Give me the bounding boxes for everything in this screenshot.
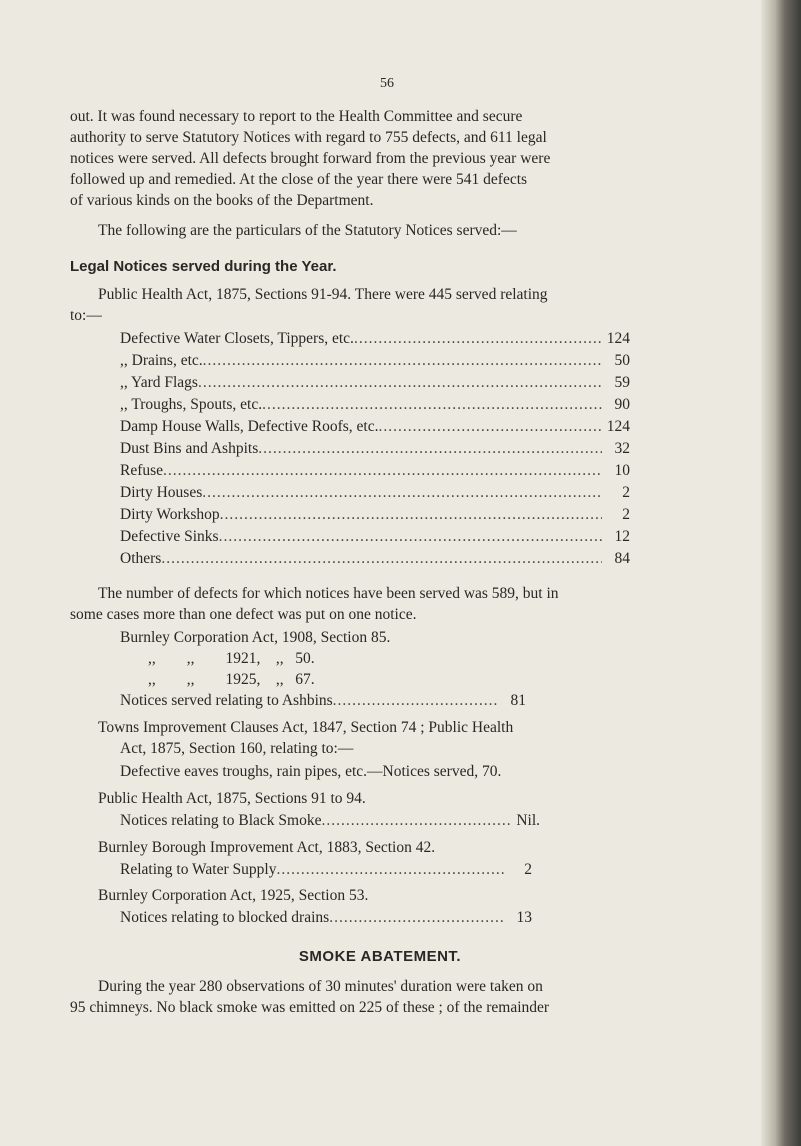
list-item bbox=[120, 372, 630, 393]
page-edge-shadow bbox=[761, 0, 801, 1146]
defect-label: Defective Sinks bbox=[120, 528, 219, 545]
defect-label: Damp House Walls, Defective Roofs, etc. bbox=[120, 418, 379, 435]
defect-label: Refuse bbox=[120, 462, 164, 479]
leader-dots bbox=[161, 548, 602, 569]
defect-label: ,, Troughs, Spouts, etc. bbox=[120, 396, 263, 413]
list-item bbox=[120, 690, 526, 711]
leader-dots bbox=[163, 460, 602, 481]
defect-value: 124 bbox=[606, 330, 630, 347]
leader-dots bbox=[276, 859, 504, 880]
defect-value: 50 bbox=[614, 352, 630, 369]
leader-dots bbox=[203, 350, 602, 371]
leader-dots bbox=[262, 394, 602, 415]
smoke-text-line: During the year 280 observations of 30 minutes' duration were taken on bbox=[98, 978, 543, 995]
list-item bbox=[120, 394, 630, 415]
defect-label: Others bbox=[120, 550, 162, 567]
list-item bbox=[120, 504, 630, 525]
defect-label: ,, Drains, etc. bbox=[120, 352, 203, 369]
burnley-corp-line: Burnley Corporation Act, 1908, Section 85. bbox=[120, 629, 391, 646]
corp-1925-line: Burnley Corporation Act, 1925, Section 53. bbox=[98, 887, 369, 904]
pha-intro-line: Public Health Act, 1875, Sections 91-94. There were 445 served relating bbox=[98, 286, 548, 303]
intro-line: authority to serve Statutory Notices with regard to 755 defects, and 611 legal bbox=[70, 129, 547, 146]
leader-dots bbox=[354, 328, 602, 349]
burnley-corp-line: ,, ,, 1925, ,, 67. bbox=[148, 671, 315, 688]
smoke-act-line: Public Health Act, 1875, Sections 91 to 94. bbox=[98, 790, 366, 807]
intro-line: followed up and remedied. At the close of the year there were 541 defects bbox=[70, 171, 528, 188]
list-item bbox=[120, 482, 630, 503]
intro-line: The following are the particulars of the Statutory Notices served:— bbox=[98, 222, 517, 239]
list-item bbox=[120, 328, 630, 349]
defects-note-line: The number of defects for which notices have been served was 589, but in bbox=[98, 585, 559, 602]
leader-dots bbox=[321, 810, 512, 831]
intro-line: out. It was found necessary to report to the Health Committee and secure bbox=[70, 108, 523, 125]
defect-value: 90 bbox=[614, 396, 630, 413]
smoke-abatement-heading: SMOKE ABATEMENT. bbox=[298, 948, 462, 965]
borough-improvement-line: Burnley Borough Improvement Act, 1883, Section 42. bbox=[98, 839, 436, 856]
defects-note-line: some cases more than one defect was put on one notice. bbox=[70, 606, 417, 623]
leader-dots bbox=[333, 690, 498, 711]
defect-value: 2 bbox=[622, 506, 630, 523]
leader-dots bbox=[219, 526, 602, 547]
list-item bbox=[120, 438, 630, 459]
water-supply-value: 2 bbox=[524, 861, 532, 878]
leader-dots bbox=[220, 504, 602, 525]
list-item bbox=[120, 460, 630, 481]
black-smoke-value: Nil. bbox=[516, 812, 540, 829]
leader-dots bbox=[329, 907, 504, 928]
towns-improvement-line: Defective eaves troughs, rain pipes, etc.—Notices served, 70. bbox=[120, 763, 502, 780]
pha-intro-line: to:— bbox=[70, 307, 102, 324]
black-smoke-label: Notices relating to Black Smoke bbox=[120, 812, 322, 829]
defect-label: Defective Water Closets, Tippers, etc. bbox=[120, 330, 354, 347]
defect-value: 124 bbox=[606, 418, 630, 435]
leader-dots bbox=[202, 482, 602, 503]
towns-improvement-line: Act, 1875, Section 160, relating to:— bbox=[120, 740, 354, 757]
defect-value: 2 bbox=[622, 484, 630, 501]
water-supply-label: Relating to Water Supply bbox=[120, 861, 277, 878]
defect-label: ,, Yard Flags bbox=[120, 374, 198, 391]
blocked-drains-label: Notices relating to blocked drains bbox=[120, 909, 330, 926]
list-item bbox=[120, 350, 630, 371]
ashbins-label: Notices served relating to Ashbins bbox=[120, 692, 333, 709]
burnley-corp-line: ,, ,, 1921, ,, 50. bbox=[148, 650, 315, 667]
defect-value: 32 bbox=[614, 440, 630, 457]
defect-value: 59 bbox=[614, 374, 630, 391]
list-item bbox=[120, 526, 630, 547]
list-item bbox=[120, 416, 630, 437]
legal-notices-heading: Legal Notices served during the Year. bbox=[70, 258, 337, 275]
defect-label: Dirty Houses bbox=[120, 484, 203, 501]
blocked-drains-value: 13 bbox=[516, 909, 532, 926]
defect-value: 10 bbox=[614, 462, 630, 479]
list-item bbox=[120, 548, 630, 569]
list-item bbox=[120, 907, 532, 928]
defect-label: Dirty Workshop bbox=[120, 506, 220, 523]
list-item bbox=[120, 810, 540, 831]
towns-improvement-line: Towns Improvement Clauses Act, 1847, Section 74 ; Public Health bbox=[98, 719, 514, 736]
leader-dots bbox=[258, 438, 602, 459]
defect-value: 84 bbox=[614, 550, 630, 567]
leader-dots bbox=[378, 416, 602, 437]
intro-line: notices were served. All defects brought forward from the previous year were bbox=[70, 150, 551, 167]
intro-line: of various kinds on the books of the Department. bbox=[70, 192, 374, 209]
defect-value: 12 bbox=[614, 528, 630, 545]
list-item bbox=[120, 859, 532, 880]
defect-label: Dust Bins and Ashpits bbox=[120, 440, 259, 457]
page-number: 56 bbox=[380, 76, 394, 91]
ashbins-value: 81 bbox=[510, 692, 526, 709]
smoke-text-line: 95 chimneys. No black smoke was emitted on 225 of these ; of the remainder bbox=[70, 999, 550, 1016]
leader-dots bbox=[198, 372, 602, 393]
